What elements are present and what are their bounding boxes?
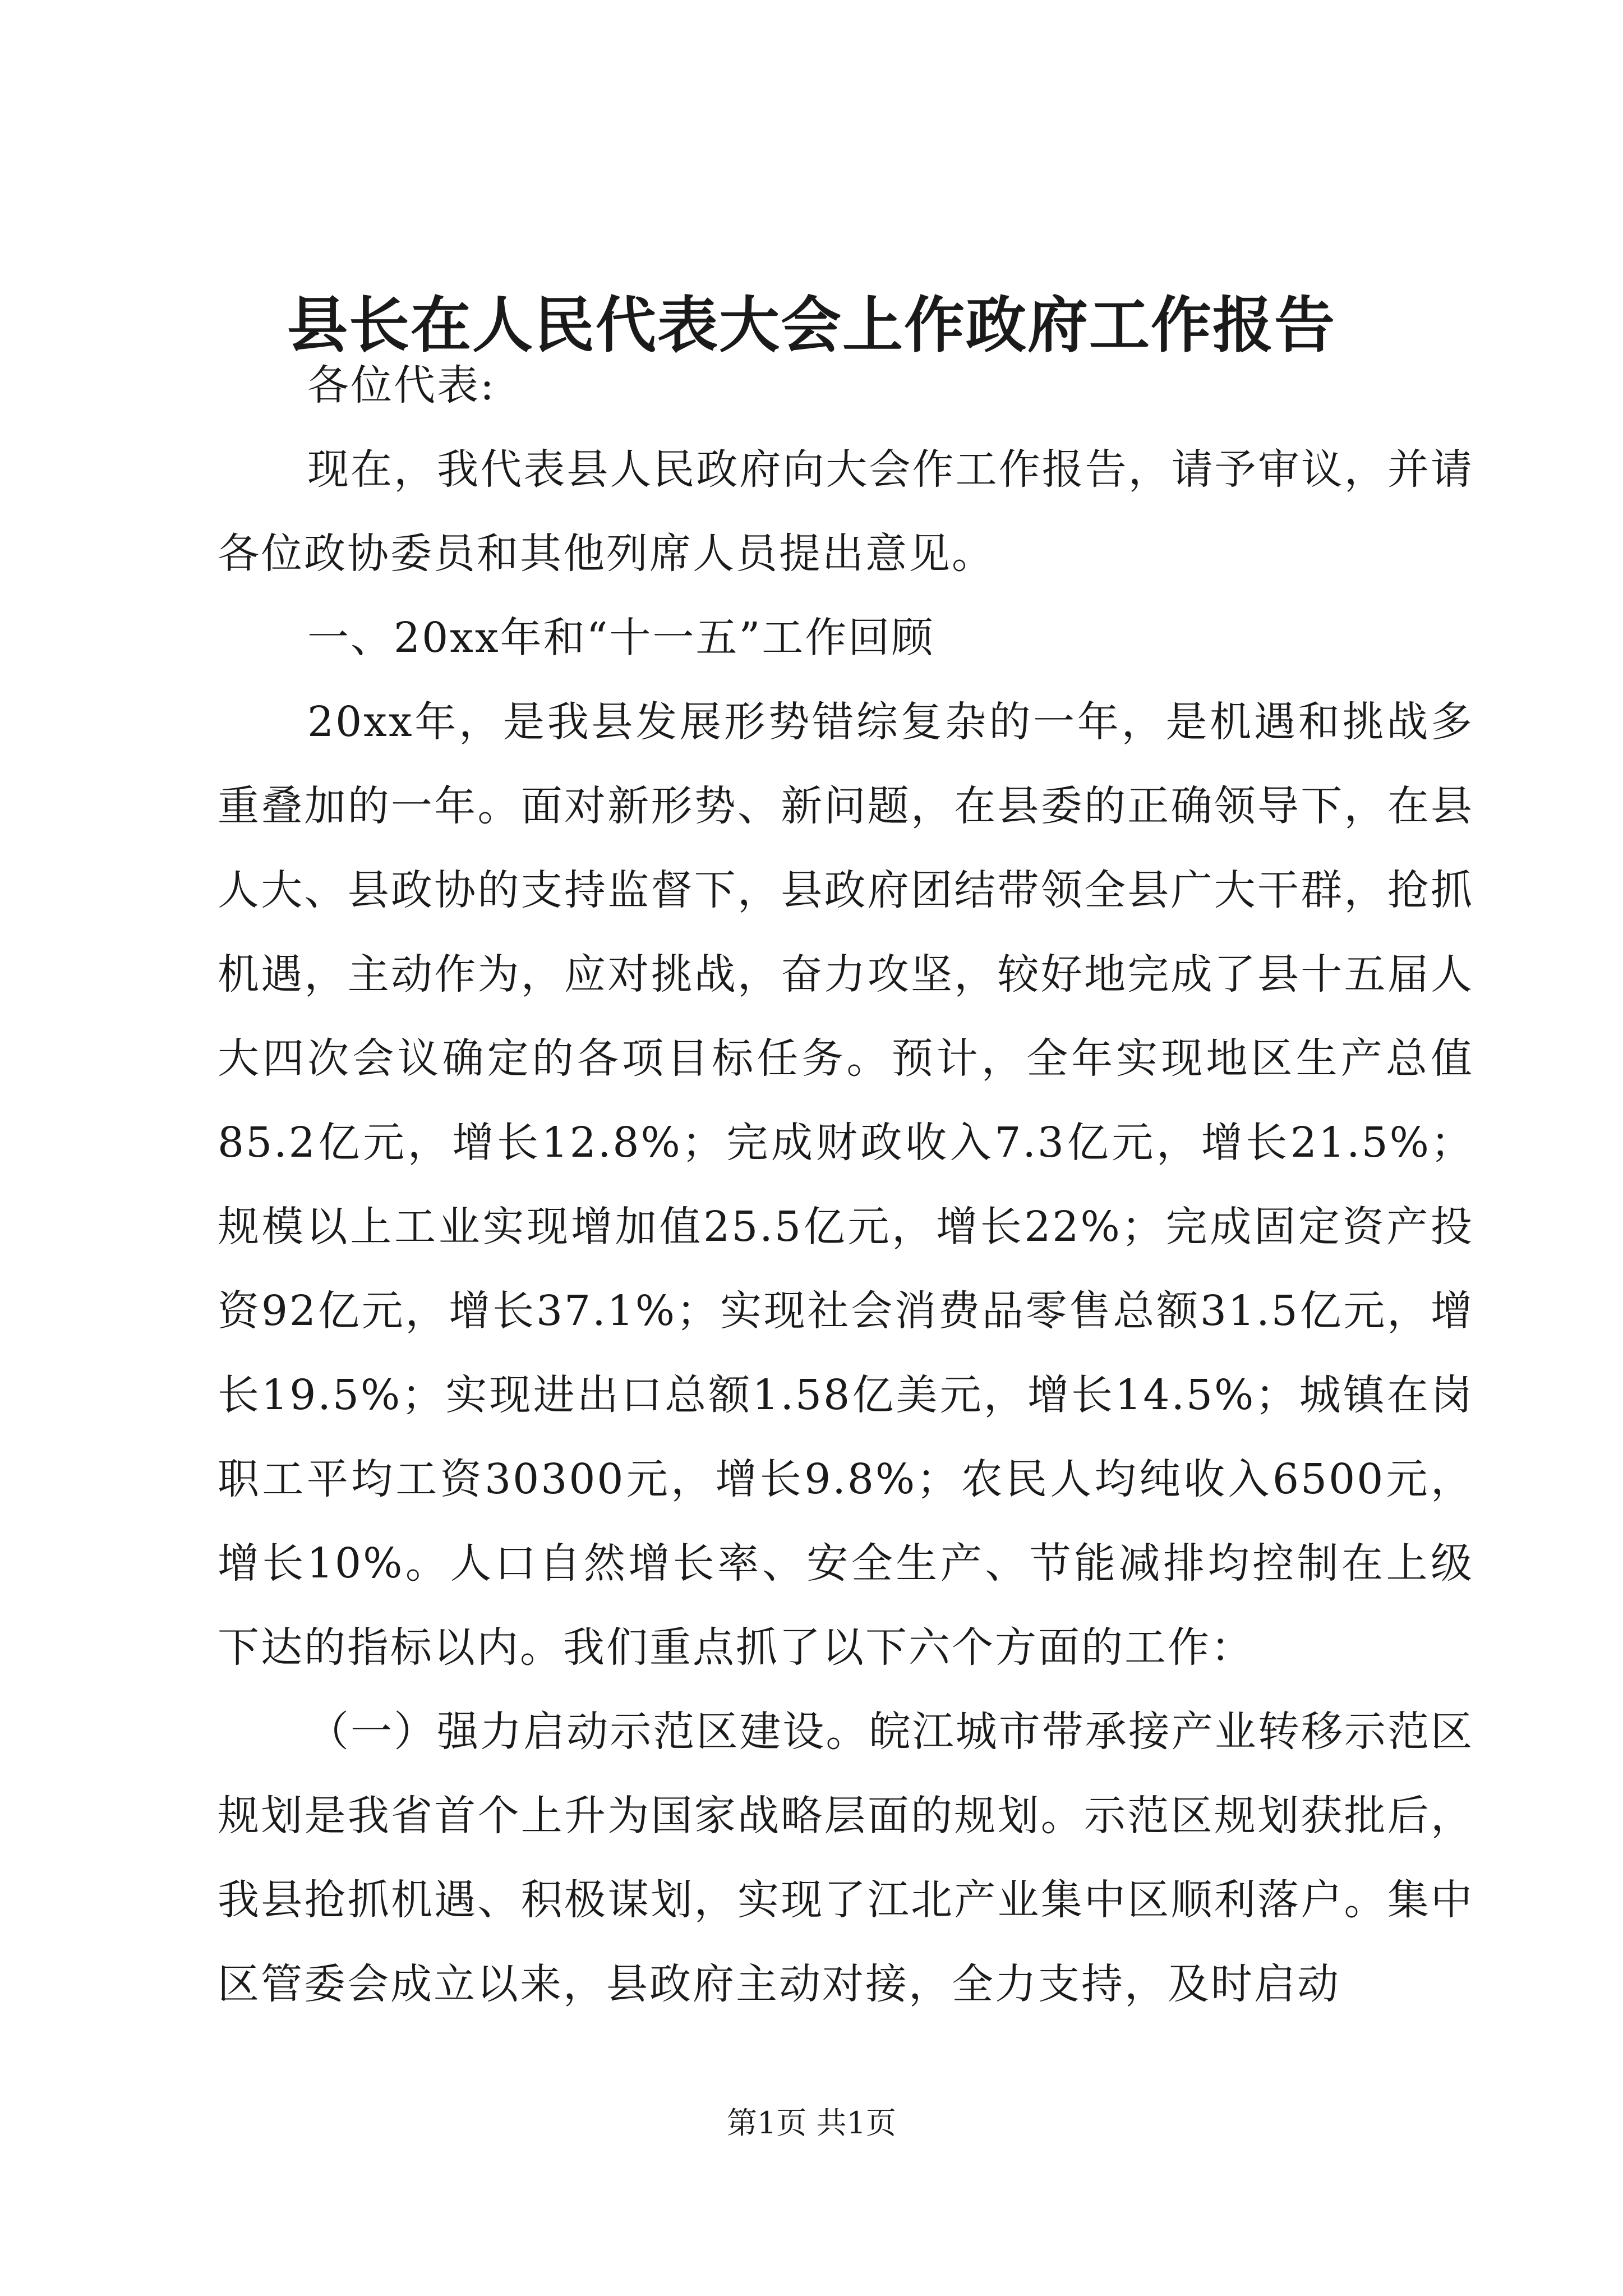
intro-paragraph: 现在，我代表县人民政府向大会作工作报告，请予审议，并请各位政协委员和其他列席人员提出意见。 — [218, 445, 1474, 578]
salutation-paragraph: 各位代表: — [307, 361, 496, 409]
document-body — [218, 343, 1474, 2026]
page-footer: 第1页 共1页 — [727, 2105, 896, 2141]
section-heading: 一、20xx年和“十一五”工作回顾 — [307, 614, 935, 662]
document-title: 县长在人民代表大会上作政府工作报告 — [287, 290, 1336, 361]
review-paragraph: 20xx年，是我县发展形势错综复杂的一年，是机遇和挑战多重叠加的一年。面对新形势、新问题，在县委的正确领导下，在县人大、县政协的支持监督下，县政府团结带领全县广大干群，抢抓机遇，主动作为，应对挑战，奋力攻坚，较好地完成了县十五届人大四次会议确定的各项目标任务。预计，全年实现地区生产总值85.2亿元，增长12.8%；完成财政收入7.3亿元，增长21.5%；规模以上工业实现增加值25.5亿元，增长22%；完成固定资产投资92亿元，增长37.1%；实现社会消费品零售总额31.5亿元，增长19.5%；实现进出口总额1.58亿美元，增长14.5%；城镇在岗职工平均工资30300元，增长9.8%；农民人均纯收入6500元，增长10%。人口自然增长率、安全生产、节能减排均控制在上级下达的指标以内。我们重点抓了以下六个方面的工作： — [218, 698, 1474, 1672]
subsection-paragraph: （一）强力启动示范区建设。皖江城市带承接产业转移示范区规划是我省首个上升为国家战略层面的规划。示范区规划获批后，我县抢抓机遇、积极谋划，实现了江北产业集中区顺利落户。集中区管委会成立以来，县政府主动对接，全力支持，及时启动 — [218, 1708, 1474, 2008]
